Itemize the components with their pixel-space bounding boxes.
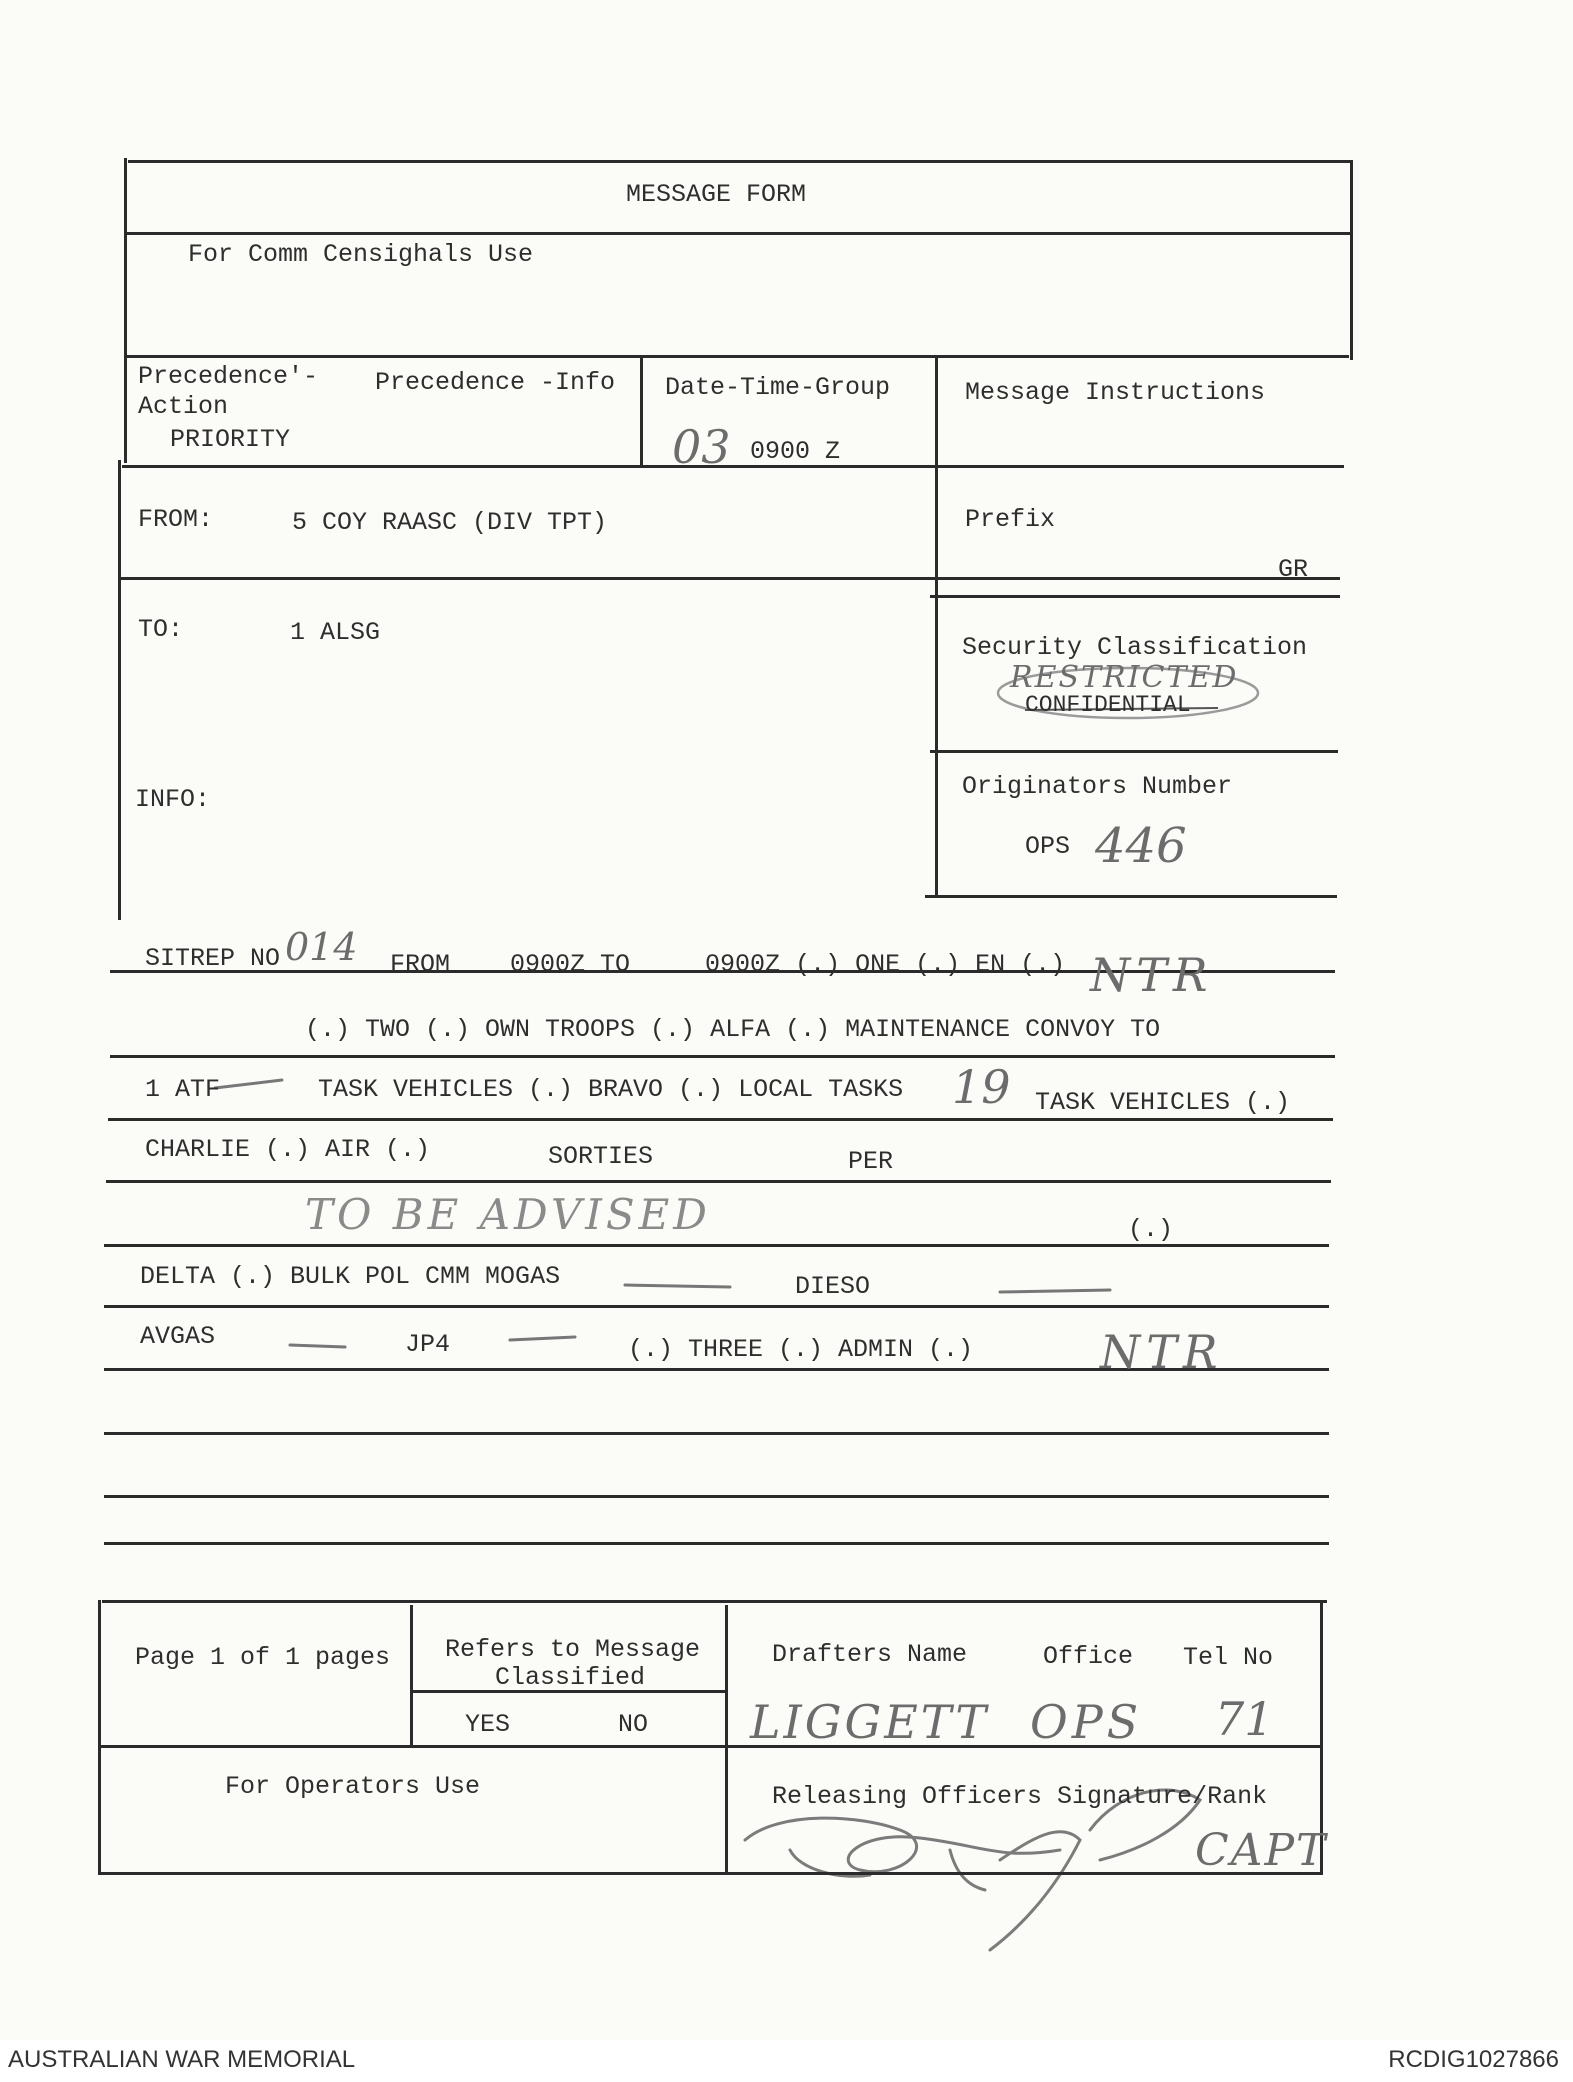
body-line7-a: AVGAS <box>140 1322 216 1351</box>
tel-label: Tel No <box>1183 1643 1274 1672</box>
originator-rule <box>925 895 1337 898</box>
body-line3-b: TASK VEHICLES (.) BRAVO (.) LOCAL TASKS <box>318 1075 904 1104</box>
frame-left-middle <box>118 460 121 920</box>
frame-top-line <box>128 160 1353 163</box>
refers-divider <box>725 1605 728 1875</box>
body-line-4 <box>106 1180 1331 1183</box>
body-line-3 <box>108 1118 1333 1121</box>
comm-rule <box>124 355 1349 358</box>
refers-label: Refers to Message <box>445 1635 701 1664</box>
precedence-rule <box>122 465 1344 468</box>
body-line5-handwritten: TO BE ADVISED <box>305 1190 711 1239</box>
prefix-label: Prefix <box>965 505 1056 534</box>
office-handwritten: OPS <box>1030 1695 1143 1749</box>
security-label: Security Classification <box>962 633 1308 662</box>
body-line5-b: (.) <box>1128 1215 1174 1244</box>
dtg-handwritten-day: 03 <box>672 420 731 474</box>
originator-prefix: OPS <box>1025 832 1071 861</box>
no-option: NO <box>618 1710 649 1739</box>
tel-handwritten: 71 <box>1215 1692 1274 1746</box>
prec-divider <box>640 355 643 467</box>
dtg-label: Date-Time-Group <box>665 373 891 402</box>
body-line-5 <box>104 1244 1329 1247</box>
message-instructions-label: Message Instructions <box>965 378 1266 407</box>
body-line7-c: (.) THREE (.) ADMIN (.) <box>628 1335 974 1364</box>
archive-id-label: RCDIG1027866 <box>1388 2046 1559 2073</box>
frame-left-upper <box>124 158 127 463</box>
yes-option: YES <box>465 1710 511 1739</box>
from-rule <box>120 577 1340 580</box>
body-line7-handwritten: NTR <box>1100 1325 1224 1379</box>
frame-bottom-line <box>98 1872 1323 1875</box>
drafters-name-label: Drafters Name <box>772 1640 968 1669</box>
body-line6-a: DELTA (.) BULK POL CMM MOGAS <box>140 1262 561 1291</box>
body-line-6 <box>104 1305 1329 1308</box>
drafter-handwritten: LIGGETT <box>750 1695 990 1749</box>
security-typed-struck: CONFIDENTIAL <box>1025 692 1191 718</box>
body-sitrep-number: 014 <box>285 925 358 969</box>
body-line3-handwritten: 19 <box>952 1060 1011 1114</box>
body-line-11 <box>102 1600 1327 1603</box>
body-line1-text: FROM 0900Z TO 0900Z (.) ONE (.) EN (.) <box>390 950 1066 979</box>
form-title: MESSAGE FORM <box>626 180 807 209</box>
page-count: Page 1 of 1 pages <box>135 1643 391 1672</box>
right-column-divider <box>935 355 938 895</box>
frame-right-upper <box>1350 160 1353 360</box>
page-divider <box>410 1605 413 1745</box>
body-line-10 <box>104 1542 1329 1545</box>
info-label: INFO: <box>135 785 211 814</box>
classified-label: Classified <box>495 1663 646 1692</box>
body-line4-b: SORTIES <box>548 1142 654 1171</box>
title-rule <box>126 232 1350 235</box>
operators-use-label: For Operators Use <box>225 1772 481 1801</box>
comm-centre-label: For Comm Censighals Use <box>188 240 534 269</box>
rank-handwritten: CAPT <box>1195 1825 1328 1876</box>
body-sitrep-label: SITREP NO <box>145 944 281 973</box>
body-line7-b: JP4 <box>405 1330 451 1359</box>
body-line4-a: CHARLIE (.) AIR (.) <box>145 1135 431 1164</box>
body-line-2 <box>110 1055 1335 1058</box>
security-rule <box>930 750 1338 753</box>
from-label: FROM: <box>138 505 214 534</box>
body-line4-c: PER <box>848 1147 894 1176</box>
to-label: TO: <box>138 615 184 644</box>
body-line2-text: (.) TWO (.) OWN TROOPS (.) ALFA (.) MAINTENANCE CONVOY TO <box>305 1015 1161 1044</box>
precedence-action-value: PRIORITY <box>170 425 291 454</box>
originator-label: Originators Number <box>962 772 1233 801</box>
prefix-value: GR <box>1278 555 1309 584</box>
releasing-officer-label: Releasing Officers Signature/Rank <box>772 1782 1268 1811</box>
security-handwritten: RESTRICTED <box>1010 660 1239 695</box>
prefix-rule <box>930 595 1340 598</box>
body-line-9 <box>104 1495 1329 1498</box>
to-value: 1 ALSG <box>290 618 381 647</box>
body-line3-a: 1 ATF <box>145 1075 221 1104</box>
dtg-value: 0900 Z <box>750 437 841 466</box>
archive-source-label: AUSTRALIAN WAR MEMORIAL <box>8 2046 356 2073</box>
precedence-info-label: Precedence -Info <box>375 368 616 397</box>
originator-handwritten: 446 <box>1095 818 1187 874</box>
body-line3-c: TASK VEHICLES (.) <box>1035 1088 1291 1117</box>
body-line-8 <box>104 1432 1329 1435</box>
body-line1-handwritten: NTR <box>1090 948 1214 1002</box>
from-value: 5 COY RAASC (DIV TPT) <box>292 508 608 537</box>
office-label: Office <box>1043 1642 1134 1671</box>
precedence-action-label: Precedence'- Action <box>138 362 319 421</box>
frame-left-lower <box>98 1600 101 1875</box>
body-line6-b: DIESO <box>795 1272 871 1301</box>
